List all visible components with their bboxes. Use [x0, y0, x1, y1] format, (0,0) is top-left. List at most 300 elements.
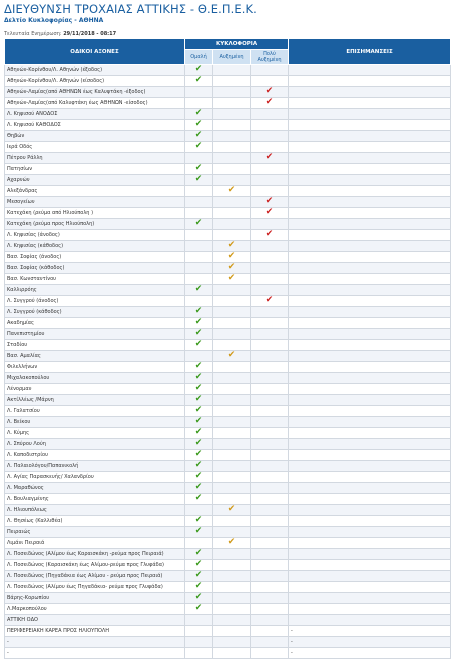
status-cell-increased — [213, 571, 251, 582]
table-row — [5, 505, 451, 516]
status-cell-very-increased — [251, 406, 289, 417]
checkmark-icon: ✔ — [265, 152, 274, 162]
checkmark-icon: ✔ — [194, 603, 203, 613]
road-name: Μεσογείων — [5, 197, 185, 208]
status-cell-very-increased — [251, 285, 289, 296]
checkmark-icon: ✔ — [265, 229, 274, 239]
status-cell-increased — [213, 351, 251, 362]
road-note — [289, 142, 451, 153]
table-row — [5, 582, 451, 593]
status-cell-normal — [185, 516, 213, 527]
status-cell-increased — [213, 362, 251, 373]
status-cell-increased — [213, 637, 251, 648]
table-row — [5, 516, 451, 527]
table-row — [5, 417, 451, 428]
status-cell-very-increased — [251, 109, 289, 120]
road-name: Ιερά Οδός — [5, 142, 185, 153]
road-note — [289, 582, 451, 593]
status-cell-increased — [213, 406, 251, 417]
road-name: Λ. Γαλατσίου — [5, 406, 185, 417]
status-cell-increased — [213, 615, 251, 626]
status-cell-increased — [213, 252, 251, 263]
road-name: Λ. Συγγρού (κάθοδος) — [5, 307, 185, 318]
table-row — [5, 340, 451, 351]
checkmark-icon: ✔ — [194, 581, 203, 591]
table-row — [5, 131, 451, 142]
column-header-very-increased-line2: Αυξημένη — [257, 57, 282, 63]
status-cell-increased — [213, 428, 251, 439]
status-cell-increased — [213, 483, 251, 494]
status-cell-very-increased — [251, 219, 289, 230]
road-name: Πατησίων — [5, 164, 185, 175]
table-row — [5, 164, 451, 175]
status-cell-very-increased — [251, 98, 289, 109]
road-name: Λ. Σπύρου Λούη — [5, 439, 185, 450]
status-cell-increased — [213, 197, 251, 208]
checkmark-icon: ✔ — [194, 493, 203, 503]
status-cell-increased — [213, 307, 251, 318]
table-row — [5, 87, 451, 98]
status-cell-very-increased — [251, 175, 289, 186]
status-cell-increased — [213, 219, 251, 230]
checkmark-icon: ✔ — [194, 328, 203, 338]
column-header-roads: ΟΔΙΚΟΙ ΑΞΟΝΕΣ — [5, 39, 185, 65]
status-cell-normal — [185, 186, 213, 197]
status-cell-very-increased — [251, 142, 289, 153]
status-cell-very-increased — [251, 538, 289, 549]
checkmark-icon: ✔ — [194, 130, 203, 140]
road-note — [289, 494, 451, 505]
status-cell-very-increased — [251, 329, 289, 340]
road-note — [289, 153, 451, 164]
status-cell-normal — [185, 582, 213, 593]
status-cell-increased — [213, 604, 251, 615]
status-cell-normal — [185, 285, 213, 296]
road-name: Λ. Βείκου — [5, 417, 185, 428]
road-note — [289, 197, 451, 208]
road-name: Θηβών — [5, 131, 185, 142]
checkmark-icon: ✔ — [194, 141, 203, 151]
road-name: Πειραιώς — [5, 527, 185, 538]
road-name: Λιμάνι Πειραιά — [5, 538, 185, 549]
column-header-notes: ΕΠΙΣΗΜΑΝΣΕΙΣ — [289, 39, 451, 65]
table-body — [5, 65, 451, 659]
status-cell-increased — [213, 340, 251, 351]
status-cell-very-increased — [251, 428, 289, 439]
status-cell-normal — [185, 483, 213, 494]
checkmark-icon: ✔ — [194, 526, 203, 536]
road-name: Λ. Αγίας Παρασκευής/ Χαλανδρίου — [5, 472, 185, 483]
status-cell-very-increased — [251, 164, 289, 175]
road-note — [289, 571, 451, 582]
table-row — [5, 120, 451, 131]
status-cell-normal — [185, 472, 213, 483]
status-cell-very-increased — [251, 197, 289, 208]
road-note — [289, 406, 451, 417]
checkmark-icon: ✔ — [265, 86, 274, 96]
table-row — [5, 494, 451, 505]
status-cell-normal — [185, 417, 213, 428]
status-cell-very-increased — [251, 274, 289, 285]
status-cell-normal — [185, 505, 213, 516]
road-note — [289, 186, 451, 197]
checkmark-icon: ✔ — [194, 460, 203, 470]
checkmark-icon: ✔ — [194, 548, 203, 558]
table-row — [5, 615, 451, 626]
road-name: Καλλιρρόης — [5, 285, 185, 296]
checkmark-icon: ✔ — [194, 592, 203, 602]
status-cell-normal — [185, 362, 213, 373]
table-row — [5, 263, 451, 274]
table-row — [5, 395, 451, 406]
road-note — [289, 241, 451, 252]
status-cell-increased — [213, 395, 251, 406]
status-cell-very-increased — [251, 318, 289, 329]
checkmark-icon: ✔ — [227, 350, 236, 360]
road-name: Βασ. Σοφίας (άνοδος) — [5, 252, 185, 263]
checkmark-icon: ✔ — [194, 174, 203, 184]
status-cell-very-increased — [251, 296, 289, 307]
last-update — [4, 31, 116, 37]
status-cell-normal — [185, 384, 213, 395]
checkmark-icon: ✔ — [194, 570, 203, 580]
road-note — [289, 373, 451, 384]
table-row — [5, 384, 451, 395]
status-cell-increased — [213, 230, 251, 241]
road-note — [289, 527, 451, 538]
road-note — [289, 285, 451, 296]
status-cell-increased — [213, 87, 251, 98]
checkmark-icon: ✔ — [227, 251, 236, 261]
status-cell-very-increased — [251, 395, 289, 406]
status-cell-normal — [185, 615, 213, 626]
last-update-value: 29/11/2018 - 08:17 — [63, 31, 117, 37]
status-cell-increased — [213, 560, 251, 571]
table-row — [5, 373, 451, 384]
road-name: Λ. Θησέως (Καλλιθέα) — [5, 516, 185, 527]
table-row — [5, 98, 451, 109]
road-name: Αλεξάνδρας — [5, 186, 185, 197]
road-note — [289, 362, 451, 373]
checkmark-icon: ✔ — [194, 405, 203, 415]
road-note — [289, 351, 451, 362]
table-row — [5, 285, 451, 296]
status-cell-normal — [185, 307, 213, 318]
checkmark-icon: ✔ — [194, 284, 203, 294]
status-cell-normal — [185, 527, 213, 538]
road-note — [289, 120, 451, 131]
status-cell-normal — [185, 329, 213, 340]
road-note — [289, 516, 451, 527]
status-cell-normal — [185, 252, 213, 263]
road-note — [289, 604, 451, 615]
status-cell-very-increased — [251, 65, 289, 76]
status-cell-very-increased — [251, 131, 289, 142]
status-cell-increased — [213, 549, 251, 560]
road-note — [289, 131, 451, 142]
status-cell-very-increased — [251, 208, 289, 219]
status-cell-very-increased — [251, 494, 289, 505]
status-cell-increased — [213, 296, 251, 307]
status-cell-increased — [213, 472, 251, 483]
status-cell-very-increased — [251, 648, 289, 659]
column-header-very-increased — [251, 50, 289, 65]
checkmark-icon: ✔ — [194, 416, 203, 426]
road-note — [289, 252, 451, 263]
status-cell-increased — [213, 98, 251, 109]
status-cell-normal — [185, 373, 213, 384]
road-name: Λ. Ποσειδώνος (Πηγαδάκια έως Αλίμου - ρεύμα προς Πειραιά) — [5, 571, 185, 582]
road-name: Μιχαλακοπούλου — [5, 373, 185, 384]
status-cell-normal — [185, 274, 213, 285]
status-cell-very-increased — [251, 549, 289, 560]
road-name: Βασ. Κωνσταντίνου — [5, 274, 185, 285]
checkmark-icon: ✔ — [227, 262, 236, 272]
status-cell-normal — [185, 626, 213, 637]
table-row — [5, 153, 451, 164]
status-cell-normal — [185, 439, 213, 450]
road-note: - — [289, 648, 451, 659]
table-row — [5, 560, 451, 571]
status-cell-increased — [213, 164, 251, 175]
road-note — [289, 384, 451, 395]
road-name: Αθηνών-Λαμίας(από ΑΘΗΝΩΝ έως Καλυφτάκη -έξοδος) — [5, 87, 185, 98]
checkmark-icon: ✔ — [194, 559, 203, 569]
status-cell-increased — [213, 439, 251, 450]
road-name: Κατεχάκη (ρεύμα προς Ηλιούπολη) — [5, 219, 185, 230]
status-cell-normal — [185, 296, 213, 307]
table-row — [5, 439, 451, 450]
road-name: - — [5, 637, 185, 648]
table-row — [5, 626, 451, 637]
status-cell-increased — [213, 417, 251, 428]
status-cell-very-increased — [251, 241, 289, 252]
status-cell-very-increased — [251, 252, 289, 263]
road-name: Λ. Κηφισίας (άνοδος) — [5, 230, 185, 241]
road-name: Σταδίου — [5, 340, 185, 351]
status-cell-increased — [213, 626, 251, 637]
road-note — [289, 340, 451, 351]
status-cell-increased — [213, 285, 251, 296]
road-note — [289, 208, 451, 219]
status-cell-normal — [185, 395, 213, 406]
road-name: ΠΕΡΙΦΕΡΕΙΑΚΗ ΚΑΡΕΑ ΠΡΟΣ ΗΛΙΟΥΠΟΛΗ — [5, 626, 185, 637]
status-cell-normal — [185, 318, 213, 329]
status-cell-very-increased — [251, 362, 289, 373]
column-header-normal: Ομαλή — [185, 50, 213, 65]
road-name: Κατεχάκη (ρεύμα από Ηλιούπολη ) — [5, 208, 185, 219]
status-cell-normal — [185, 208, 213, 219]
table-row — [5, 252, 451, 263]
table-row — [5, 318, 451, 329]
table-row — [5, 461, 451, 472]
status-cell-very-increased — [251, 615, 289, 626]
checkmark-icon: ✔ — [227, 185, 236, 195]
checkmark-icon: ✔ — [194, 361, 203, 371]
status-cell-normal — [185, 175, 213, 186]
checkmark-icon: ✔ — [227, 504, 236, 514]
page-title: ΔΙΕΥΘΥΝΣΗ ΤΡΟΧΑΙΑΣ ΑΤΤΙΚΗΣ - Θ.Ε.Π.Ε.Κ. — [4, 2, 257, 16]
status-cell-very-increased — [251, 593, 289, 604]
status-cell-normal — [185, 164, 213, 175]
checkmark-icon: ✔ — [265, 295, 274, 305]
table-row — [5, 648, 451, 659]
status-cell-increased — [213, 373, 251, 384]
checkmark-icon: ✔ — [194, 317, 203, 327]
table-row — [5, 450, 451, 461]
checkmark-icon: ✔ — [194, 64, 203, 74]
road-name: Λ. Κηφισού ΑΝΟΔΟΣ — [5, 109, 185, 120]
table-row — [5, 527, 451, 538]
table-row — [5, 307, 451, 318]
table-row — [5, 549, 451, 560]
status-cell-increased — [213, 263, 251, 274]
status-cell-increased — [213, 505, 251, 516]
status-cell-very-increased — [251, 604, 289, 615]
status-cell-increased — [213, 494, 251, 505]
status-cell-increased — [213, 120, 251, 131]
status-cell-very-increased — [251, 450, 289, 461]
checkmark-icon: ✔ — [194, 482, 203, 492]
status-cell-increased — [213, 329, 251, 340]
checkmark-icon: ✔ — [227, 537, 236, 547]
road-name: Λ. Κηφισού ΚΑΘΟΔΟΣ — [5, 120, 185, 131]
road-note — [289, 318, 451, 329]
road-name: Λ. Ποσειδώνος (Αλίμου έως Πηγαδάκια- ρεύμα προς Γλυφάδα) — [5, 582, 185, 593]
status-cell-increased — [213, 109, 251, 120]
road-name: Αθηνών-Λαμίας(από Καλυφτάκη έως ΑΘΗΝΩΝ -είσοδος) — [5, 98, 185, 109]
checkmark-icon: ✔ — [194, 108, 203, 118]
status-cell-increased — [213, 318, 251, 329]
status-cell-normal — [185, 241, 213, 252]
road-note — [289, 65, 451, 76]
status-cell-increased — [213, 65, 251, 76]
road-name: Λ. Βουλιαγμένης — [5, 494, 185, 505]
status-cell-very-increased — [251, 340, 289, 351]
road-name: ΑΤΤΙΚΗ ΟΔΟ — [5, 615, 185, 626]
status-cell-very-increased — [251, 373, 289, 384]
table-row — [5, 538, 451, 549]
status-cell-increased — [213, 648, 251, 659]
road-name: Ακαδημίας — [5, 318, 185, 329]
road-note — [289, 472, 451, 483]
road-note — [289, 549, 451, 560]
road-note — [289, 450, 451, 461]
status-cell-normal — [185, 461, 213, 472]
status-cell-normal — [185, 131, 213, 142]
road-note — [289, 109, 451, 120]
table-row — [5, 197, 451, 208]
status-cell-increased — [213, 153, 251, 164]
status-cell-normal — [185, 219, 213, 230]
status-cell-normal — [185, 450, 213, 461]
status-cell-very-increased — [251, 230, 289, 241]
road-name: Ακτίλλέως /Μάρνη — [5, 395, 185, 406]
status-cell-very-increased — [251, 87, 289, 98]
road-note — [289, 98, 451, 109]
road-name: Λ. Ηλιουπόλεως — [5, 505, 185, 516]
road-note — [289, 175, 451, 186]
checkmark-icon: ✔ — [194, 515, 203, 525]
status-cell-normal — [185, 87, 213, 98]
table-row — [5, 406, 451, 417]
table-row — [5, 428, 451, 439]
road-note — [289, 417, 451, 428]
checkmark-icon: ✔ — [194, 306, 203, 316]
road-note — [289, 428, 451, 439]
road-name: Λ. Καποδιστρίου — [5, 450, 185, 461]
road-note — [289, 439, 451, 450]
status-cell-very-increased — [251, 505, 289, 516]
status-cell-increased — [213, 593, 251, 604]
status-cell-increased — [213, 142, 251, 153]
road-name: Λ. Ποσειδώνος (Καραισκάκη έως Αλίμου-ρεύμα προς Γλυφάδα) — [5, 560, 185, 571]
status-cell-increased — [213, 208, 251, 219]
status-cell-very-increased — [251, 527, 289, 538]
status-cell-increased — [213, 186, 251, 197]
table-row — [5, 604, 451, 615]
checkmark-icon: ✔ — [194, 218, 203, 228]
road-note — [289, 538, 451, 549]
status-cell-very-increased — [251, 384, 289, 395]
road-name: Βασ. Αμαλίας — [5, 351, 185, 362]
road-name: Φιλελλήνων — [5, 362, 185, 373]
road-name: Λ.Μαρκοπούλου — [5, 604, 185, 615]
status-cell-very-increased — [251, 461, 289, 472]
status-cell-very-increased — [251, 571, 289, 582]
status-cell-increased — [213, 175, 251, 186]
checkmark-icon: ✔ — [227, 240, 236, 250]
status-cell-very-increased — [251, 472, 289, 483]
status-cell-very-increased — [251, 186, 289, 197]
table-row — [5, 362, 451, 373]
traffic-table — [4, 38, 451, 659]
road-note — [289, 87, 451, 98]
table-row — [5, 593, 451, 604]
status-cell-increased — [213, 131, 251, 142]
status-cell-increased — [213, 450, 251, 461]
checkmark-icon: ✔ — [194, 449, 203, 459]
table-row — [5, 637, 451, 648]
road-name: Λ. Συγγρού (άνοδος) — [5, 296, 185, 307]
status-cell-very-increased — [251, 76, 289, 87]
status-cell-normal — [185, 593, 213, 604]
road-name: Λ. Παλαιολόγου/Παπανικολή — [5, 461, 185, 472]
road-note: - — [289, 626, 451, 637]
checkmark-icon: ✔ — [194, 394, 203, 404]
status-cell-increased — [213, 538, 251, 549]
column-header-very-increased-line1: Πολύ — [263, 51, 276, 57]
checkmark-icon: ✔ — [194, 383, 203, 393]
table-row — [5, 274, 451, 285]
status-cell-normal — [185, 153, 213, 164]
status-cell-increased — [213, 582, 251, 593]
status-cell-normal — [185, 340, 213, 351]
road-note — [289, 483, 451, 494]
last-update-label: Τελευταία Ενημέρωση: — [4, 31, 62, 37]
road-note — [289, 230, 451, 241]
road-name: Βασ. Σοφίας (κάθοδος) — [5, 263, 185, 274]
road-name: Πανεπιστημίου — [5, 329, 185, 340]
status-cell-very-increased — [251, 120, 289, 131]
page-subtitle: Δελτίο Κυκλοφορίας - ΑΘΗΝΑ — [4, 17, 104, 24]
checkmark-icon: ✔ — [194, 438, 203, 448]
table-row — [5, 483, 451, 494]
table-row — [5, 175, 451, 186]
road-name: - — [5, 648, 185, 659]
table-row — [5, 296, 451, 307]
status-cell-increased — [213, 241, 251, 252]
